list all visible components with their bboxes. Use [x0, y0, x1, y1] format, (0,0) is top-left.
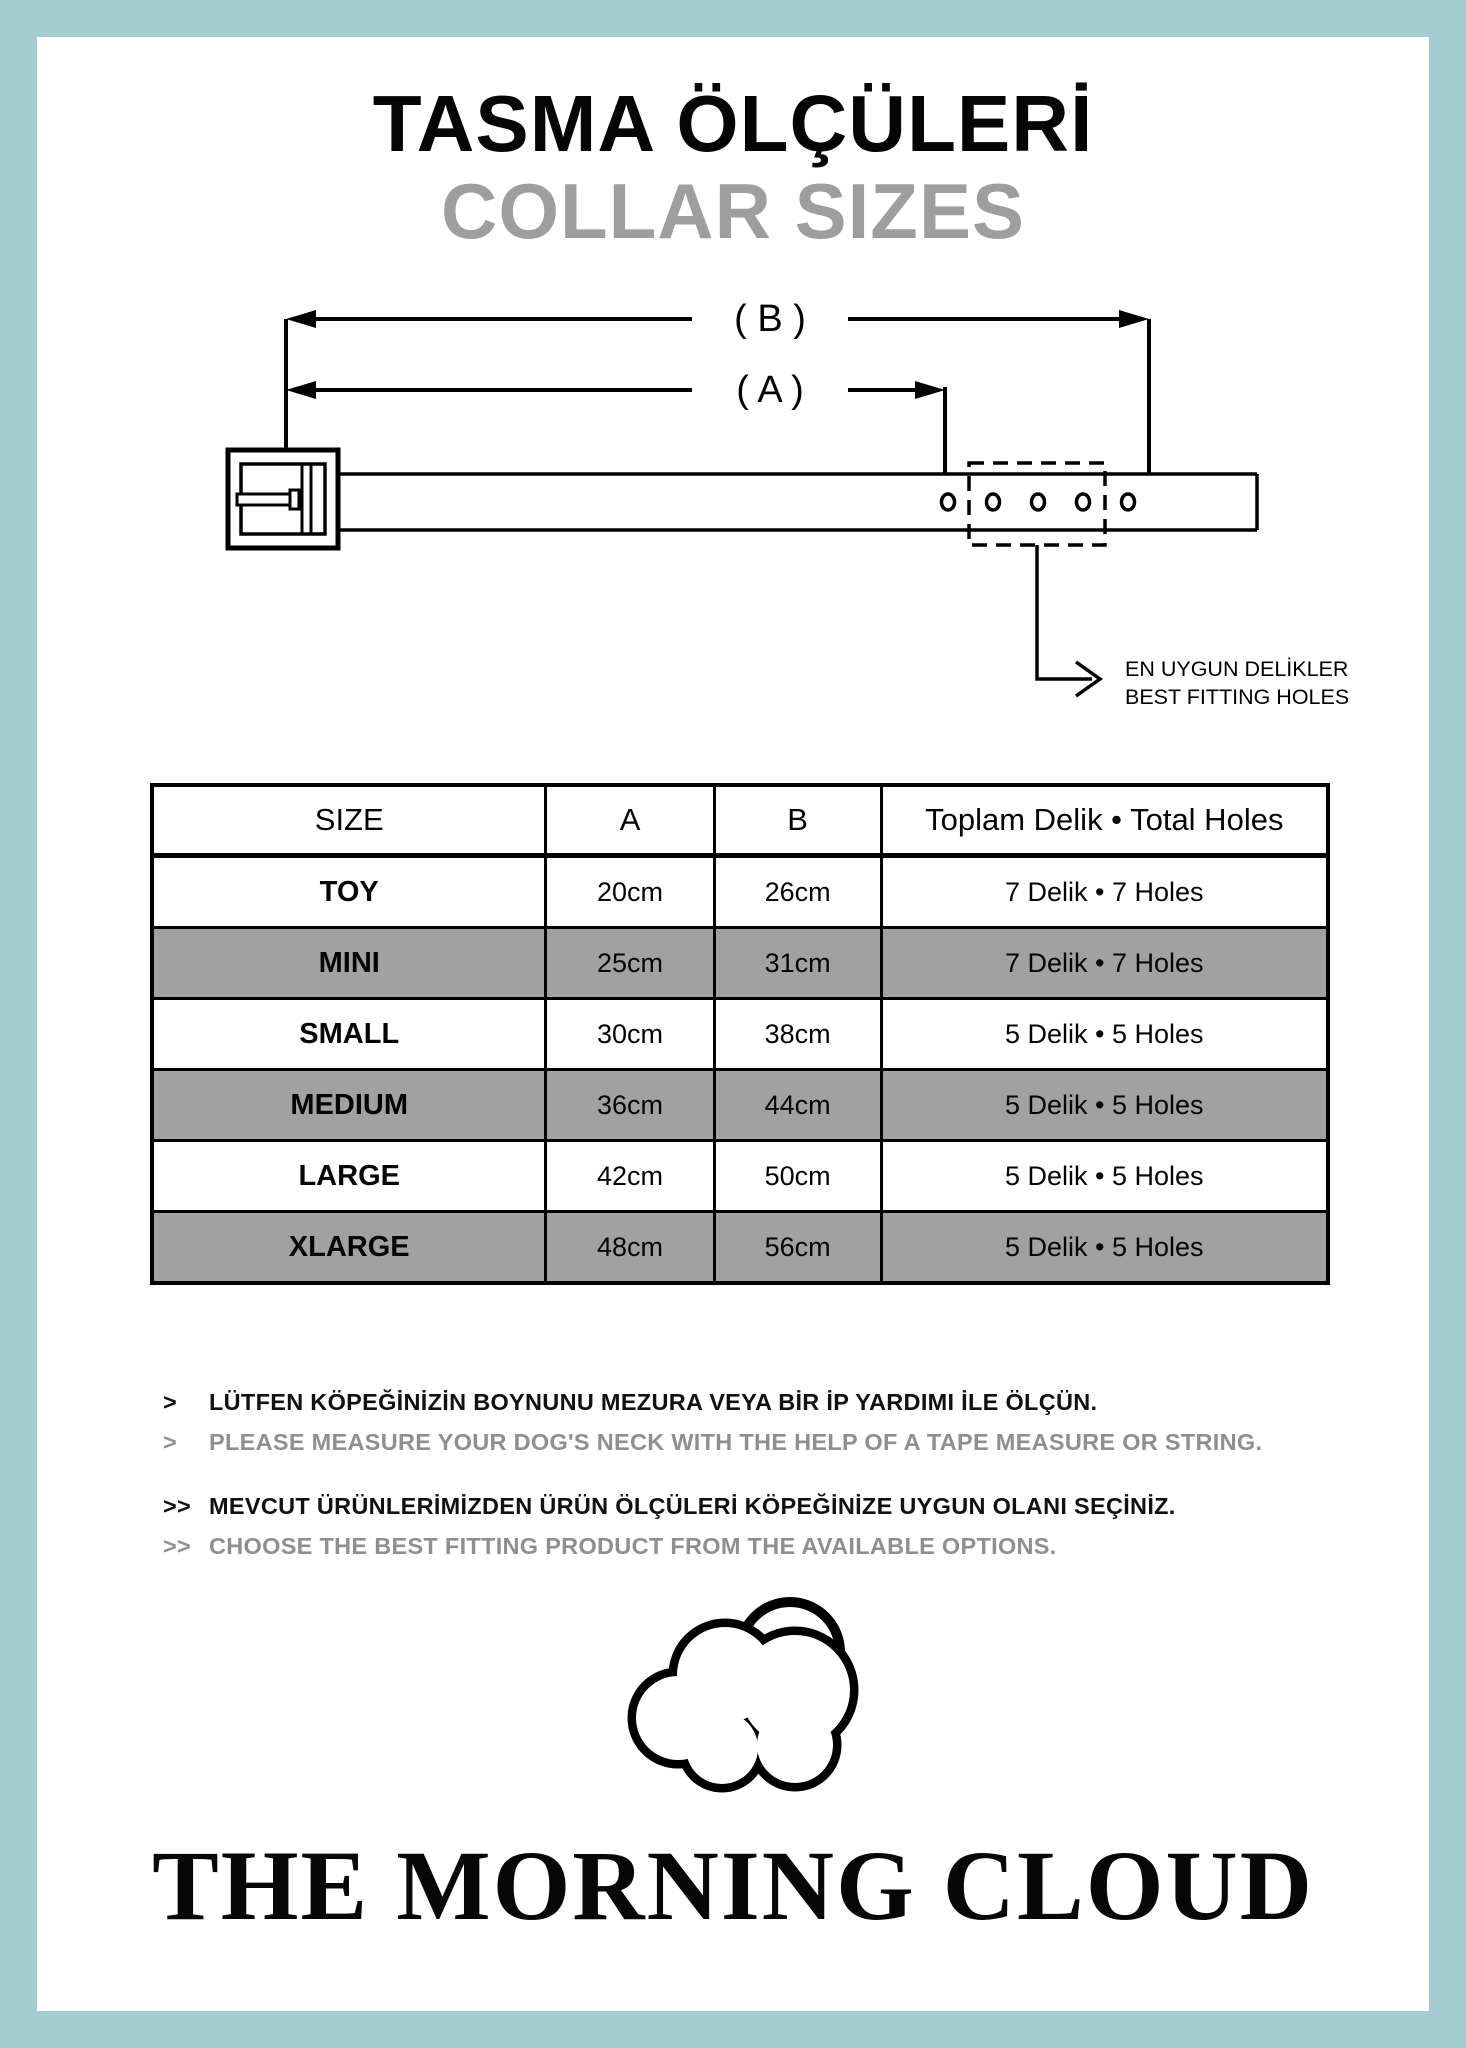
cell-a: 20cm: [546, 856, 714, 928]
callout-text-tr: EN UYGUN DELİKLER: [1125, 657, 1349, 681]
table-row: [152, 999, 1328, 1070]
cell-holes: 5 Delik • 5 Holes: [881, 1212, 1328, 1284]
table-row: [152, 1070, 1328, 1141]
cell-holes: 5 Delik • 5 Holes: [881, 999, 1328, 1070]
buckle: [228, 450, 338, 548]
note-text: MEVCUT ÜRÜNLERİMİZDEN ÜRÜN ÖLÇÜLERİ KÖPEĞİNİZE UYGUN OLANI SEÇİNİZ.: [209, 1493, 1176, 1519]
note-en-2: [163, 1526, 1383, 1566]
dimension-arrowheads: [286, 310, 1149, 399]
cell-holes: 7 Delik • 7 Holes: [881, 928, 1328, 999]
size-table: [150, 783, 1330, 1285]
cell-size: SMALL: [152, 999, 546, 1070]
cell-size: MINI: [152, 928, 546, 999]
page-subtitle: COLLAR SIZES: [440, 167, 1025, 255]
collar-diagram: [140, 300, 1350, 720]
cell-a: 36cm: [546, 1070, 714, 1141]
cell-a: 25cm: [546, 928, 714, 999]
callout-arrow: [1037, 545, 1100, 696]
cell-b: 38cm: [714, 999, 881, 1070]
cell-b: 31cm: [714, 928, 881, 999]
note-marker: >: [163, 1429, 178, 1455]
header-size: SIZE: [152, 785, 546, 856]
cell-holes: 5 Delik • 5 Holes: [881, 1070, 1328, 1141]
cell-a: 30cm: [546, 999, 714, 1070]
cell-holes: 7 Delik • 7 Holes: [881, 856, 1328, 928]
table-row: [152, 1141, 1328, 1212]
cell-b: 26cm: [714, 856, 881, 928]
note-text: PLEASE MEASURE YOUR DOG'S NECK WITH THE HELP OF A TAPE MEASURE OR STRING.: [209, 1429, 1263, 1455]
header-a: A: [546, 785, 714, 856]
cell-b: 50cm: [714, 1141, 881, 1212]
table-row: [152, 1212, 1328, 1284]
cell-size: LARGE: [152, 1141, 546, 1212]
note-tr-2: [163, 1486, 1383, 1526]
note-text: CHOOSE THE BEST FITTING PRODUCT FROM THE AVAILABLE OPTIONS.: [209, 1533, 1057, 1559]
note-marker: >>: [163, 1533, 192, 1559]
collar-strap: [338, 474, 1257, 530]
table-header-row: [152, 785, 1328, 856]
note-tr-1: [163, 1382, 1383, 1422]
cell-holes: 5 Delik • 5 Holes: [881, 1141, 1328, 1212]
cell-size: XLARGE: [152, 1212, 546, 1284]
note-text: LÜTFEN KÖPEĞİNİZİN BOYNUNU MEZURA VEYA BİR İP YARDIMI İLE ÖLÇÜN.: [209, 1389, 1098, 1415]
dim-b-label: ( B ): [734, 300, 806, 340]
cloud-icon: [590, 1590, 910, 1810]
cell-size: TOY: [152, 856, 546, 928]
header-b: B: [714, 785, 881, 856]
note-en-1: [163, 1422, 1383, 1462]
measuring-notes: [163, 1382, 1383, 1566]
table-row: [152, 928, 1328, 999]
cell-b: 56cm: [714, 1212, 881, 1284]
note-marker: >>: [163, 1493, 192, 1519]
note-spacer: [163, 1462, 1383, 1486]
cell-b: 44cm: [714, 1070, 881, 1141]
page-title: TASMA ÖLÇÜLERİ: [372, 79, 1094, 168]
cell-a: 48cm: [546, 1212, 714, 1284]
table-row: [152, 856, 1328, 928]
cell-a: 42cm: [546, 1141, 714, 1212]
brand-name: THE MORNING CLOUD: [152, 1830, 1314, 1941]
header-holes: Toplam Delik • Total Holes: [881, 785, 1328, 856]
note-marker: >: [163, 1389, 178, 1415]
dim-a-label: ( A ): [736, 369, 804, 411]
cell-size: MEDIUM: [152, 1070, 546, 1141]
callout-text-en: BEST FITTING HOLES: [1125, 685, 1350, 709]
